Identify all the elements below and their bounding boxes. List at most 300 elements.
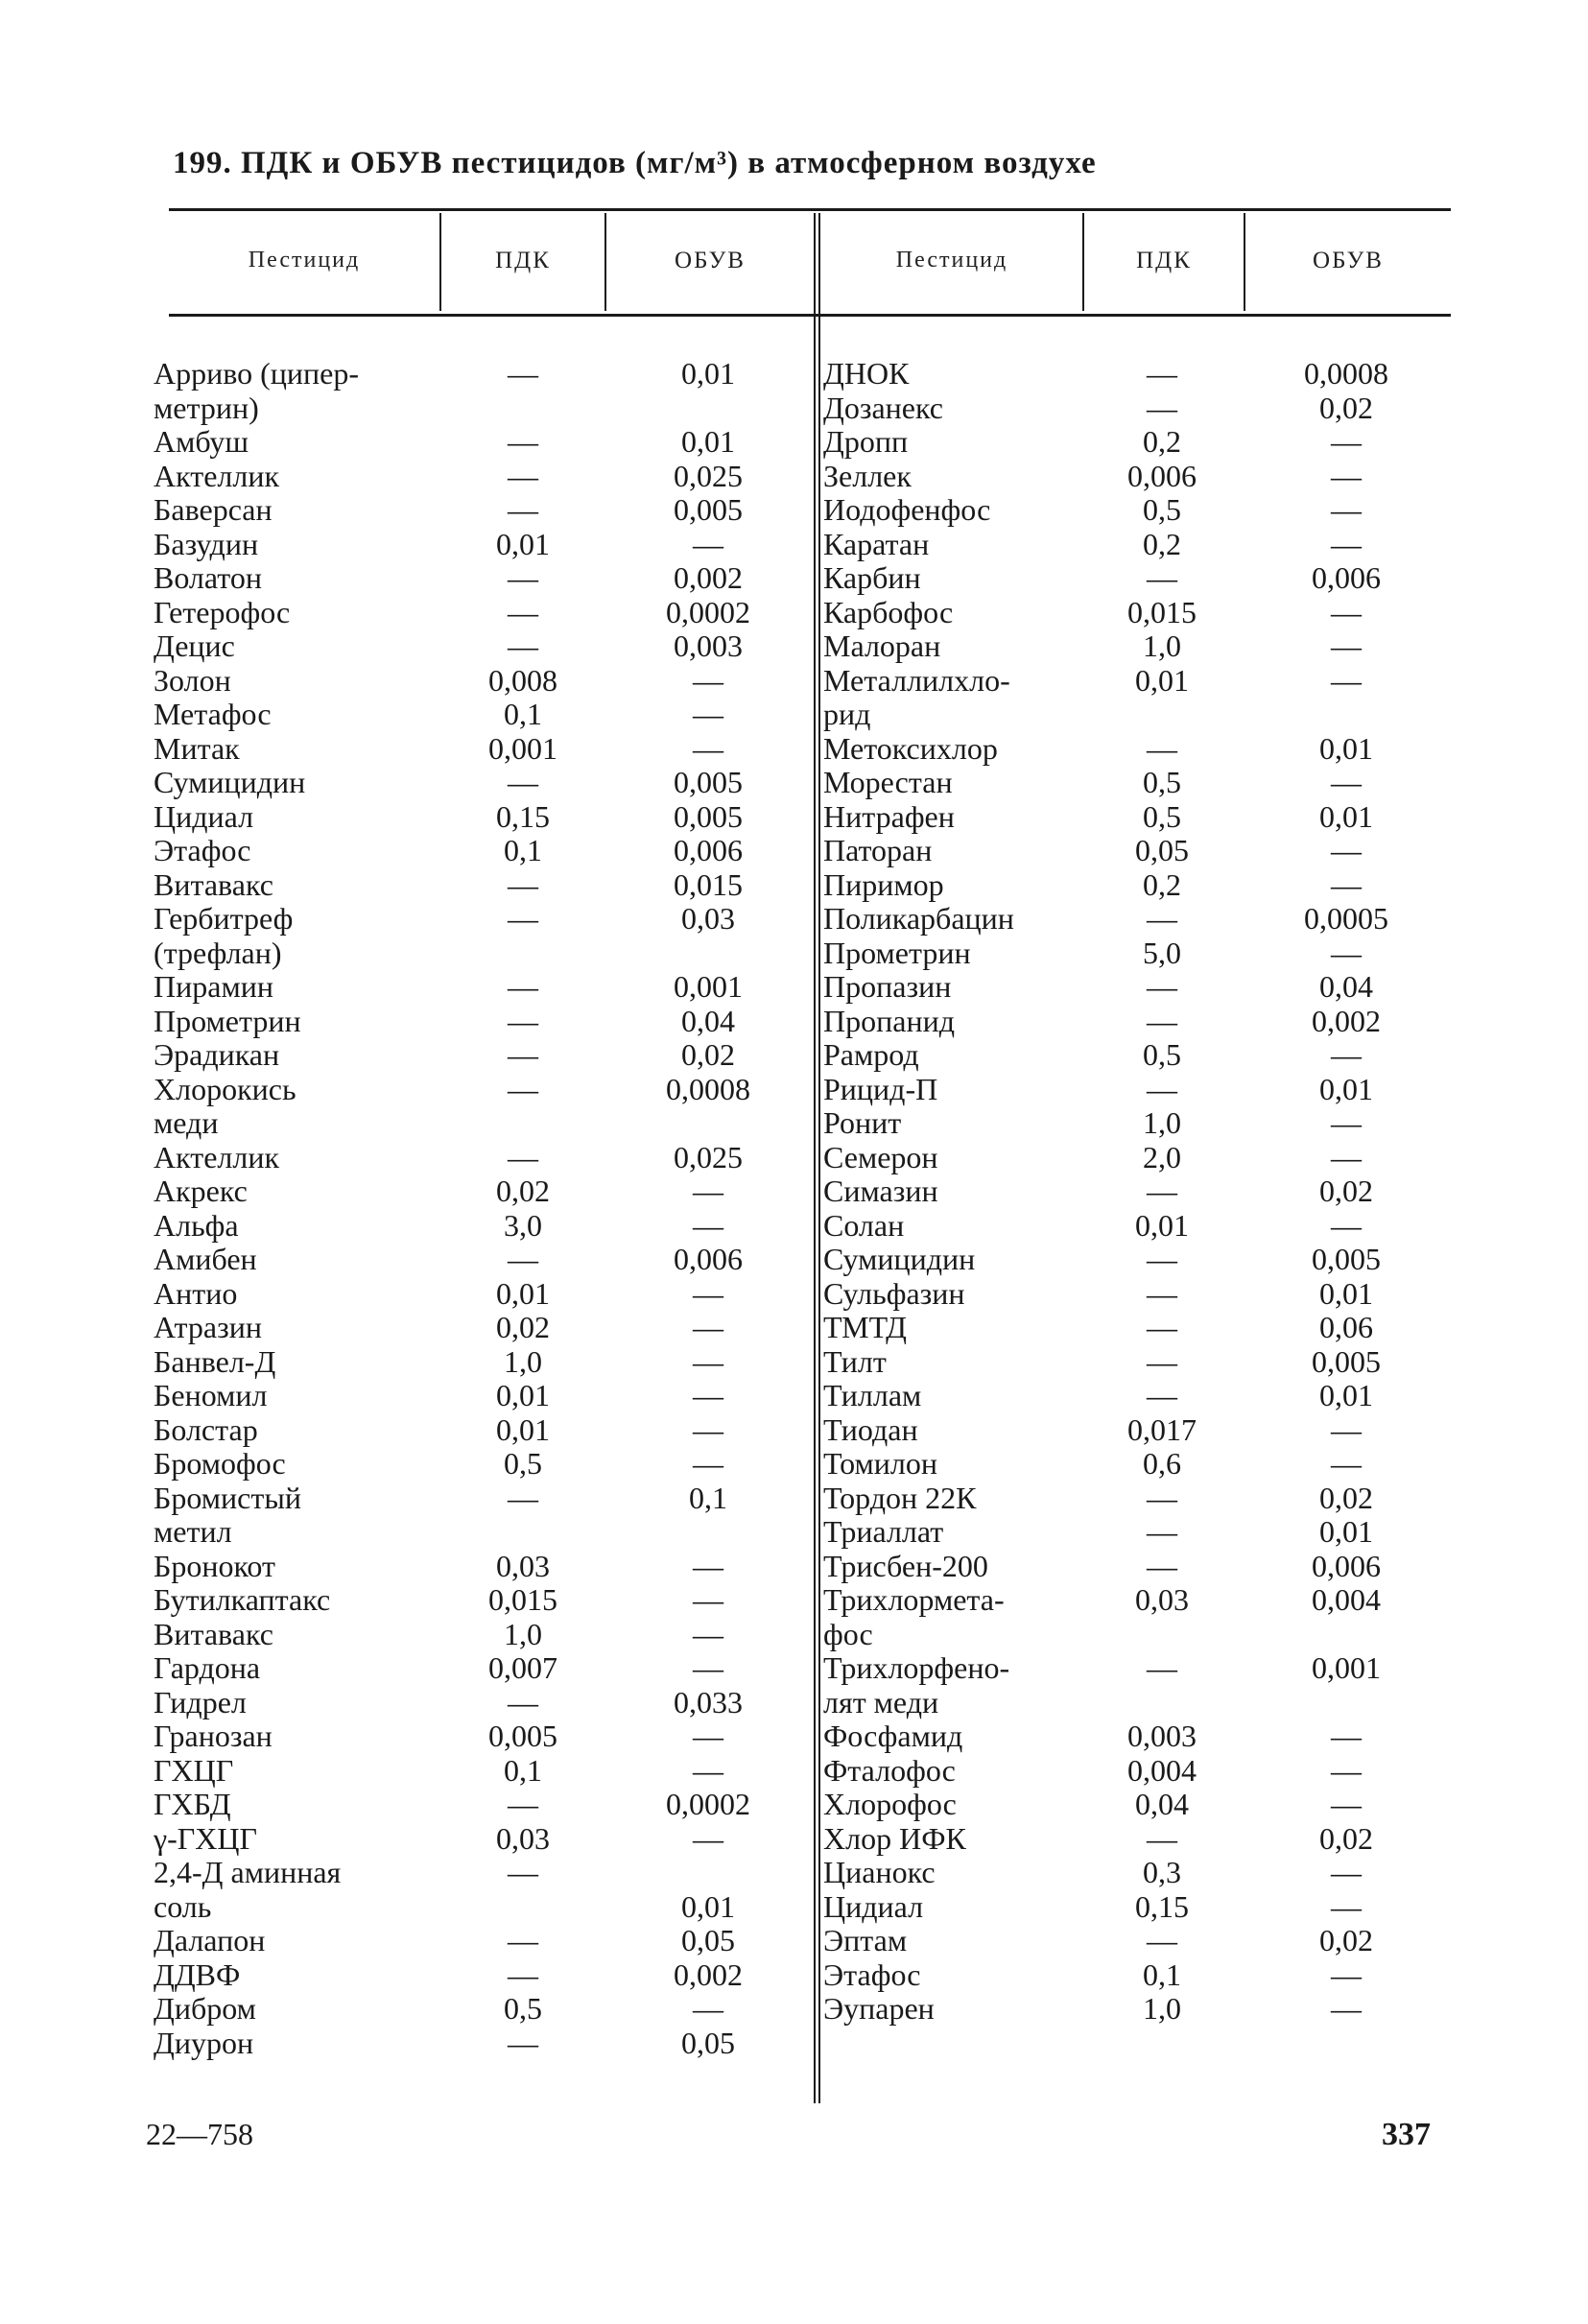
pesticide-name: Фталофос — [823, 1752, 956, 1788]
table-row — [823, 1038, 1457, 1073]
obuv-value: — — [1331, 526, 1362, 561]
table-row — [823, 357, 1457, 391]
table-row — [154, 1822, 806, 1857]
pdk-value: — — [508, 628, 538, 663]
table-row — [823, 596, 1457, 630]
obuv-value: 0,0008 — [666, 1071, 750, 1106]
obuv-value: 0,05 — [681, 2025, 735, 2060]
table-row — [154, 1550, 806, 1584]
table-row — [823, 1788, 1457, 1822]
table-row — [823, 1515, 1457, 1550]
pdk-value: — — [1147, 390, 1177, 425]
table-top-rule — [169, 208, 1451, 211]
table-row — [154, 1038, 806, 1073]
table-row — [823, 561, 1457, 596]
pesticide-name: Болстар — [154, 1411, 258, 1447]
obuv-value: — — [1331, 833, 1362, 867]
table-row — [154, 1856, 806, 1890]
pdk-value: 0,005 — [488, 1719, 557, 1753]
pdk-value: 0,001 — [488, 730, 557, 766]
pesticide-name: Эптам — [823, 1923, 908, 1957]
table-row — [154, 1719, 806, 1754]
table-row — [154, 1890, 806, 1925]
obuv-value: — — [693, 730, 723, 766]
obuv-value: 0,004 — [1312, 1582, 1381, 1617]
obuv-value: 0,01 — [1319, 1071, 1373, 1106]
table-row — [823, 1209, 1457, 1244]
obuv-value: — — [1331, 1037, 1362, 1072]
table-row — [154, 357, 806, 391]
pdk-value: 0,004 — [1127, 1752, 1197, 1788]
pesticide-name: Малоран — [823, 628, 941, 663]
center-divider — [814, 213, 816, 2103]
pdk-value: 0,3 — [1143, 1855, 1181, 1889]
obuv-value: 0,01 — [681, 1888, 735, 1924]
pdk-value: 1,0 — [1143, 628, 1181, 663]
table-row — [154, 1141, 806, 1175]
right-column — [823, 357, 1457, 2027]
obuv-value: 0,02 — [1319, 1820, 1373, 1856]
pesticide-name: Эрадикан — [154, 1037, 280, 1072]
table-row — [823, 1992, 1457, 2027]
pesticide-name: Акрекс — [154, 1174, 248, 1208]
obuv-value: — — [1331, 1855, 1362, 1889]
obuv-value: — — [693, 662, 723, 698]
pesticide-name: Тиллам — [823, 1378, 922, 1412]
obuv-value: 0,01 — [681, 424, 735, 459]
table-row — [154, 664, 806, 699]
pdk-value: 0,006 — [1127, 458, 1197, 493]
table-row — [823, 1413, 1457, 1448]
table-row — [823, 1754, 1457, 1789]
obuv-value: 0,006 — [674, 1242, 743, 1276]
obuv-value: 0,01 — [1319, 1378, 1373, 1412]
table-row — [154, 1618, 806, 1652]
pesticide-name: 2,4-Д аминная — [154, 1855, 342, 1889]
pesticide-name: Фосфамид — [823, 1719, 963, 1753]
table-row — [823, 528, 1457, 562]
pesticide-name: Триаллат — [823, 1514, 944, 1549]
pdk-value: 0,2 — [1143, 526, 1181, 561]
pdk-value: — — [1147, 1548, 1177, 1583]
pesticide-name: Карбин — [823, 560, 921, 595]
pesticide-name: Прометрин — [823, 935, 971, 970]
table-row — [154, 1345, 806, 1380]
pesticide-name: соль — [154, 1888, 212, 1924]
pdk-value: 0,5 — [1143, 765, 1181, 799]
pdk-value: — — [508, 969, 538, 1004]
table-row — [823, 1005, 1457, 1039]
table-row — [823, 664, 1457, 699]
obuv-value: 0,01 — [1319, 1514, 1373, 1549]
table-row — [823, 698, 1457, 732]
obuv-value: — — [693, 1174, 723, 1208]
pdk-value: — — [508, 1480, 538, 1515]
pesticide-name: Метоксихлор — [823, 730, 998, 766]
pesticide-name: Тиодан — [823, 1411, 918, 1447]
pdk-value: 3,0 — [504, 1207, 542, 1243]
obuv-value: — — [1331, 1411, 1362, 1447]
header-obuv-right: ОБУВ — [1313, 248, 1384, 273]
obuv-value: 0,033 — [674, 1684, 743, 1719]
pesticide-name: рид — [823, 697, 871, 731]
pesticide-name: Пиримор — [823, 866, 944, 902]
pdk-value: 0,01 — [496, 1378, 550, 1412]
table-row — [154, 766, 806, 800]
pdk-value: 0,05 — [1135, 833, 1189, 867]
pdk-value: — — [508, 1855, 538, 1889]
obuv-value: 0,005 — [1312, 1242, 1381, 1276]
obuv-value: 0,02 — [1319, 1174, 1373, 1208]
obuv-value: 0,001 — [674, 969, 743, 1004]
obuv-value: 0,025 — [674, 1139, 743, 1174]
table-row — [154, 1413, 806, 1448]
pesticide-name: Амибен — [154, 1242, 257, 1276]
pdk-value: — — [1147, 356, 1177, 391]
pesticide-name: ТМТД — [823, 1310, 907, 1344]
obuv-value: — — [693, 1719, 723, 1753]
table-row — [823, 766, 1457, 800]
table-row — [154, 1515, 806, 1550]
table-row — [154, 1754, 806, 1789]
pdk-value: 0,6 — [1143, 1446, 1181, 1481]
pesticide-name: Атразин — [154, 1310, 262, 1344]
pesticide-name: Этафос — [823, 1956, 921, 1992]
obuv-value: — — [1331, 1956, 1362, 1992]
pesticide-name: Поликарбацин — [823, 901, 1014, 936]
pdk-value: 0,01 — [1135, 1207, 1189, 1243]
pesticide-name: Баверсан — [154, 492, 273, 527]
obuv-value: — — [1331, 1888, 1362, 1924]
table-row — [823, 834, 1457, 868]
obuv-value: 0,001 — [1312, 1650, 1381, 1685]
table-row — [823, 1141, 1457, 1175]
pesticide-name: Трихлорфено- — [823, 1650, 1010, 1685]
pdk-value: 1,0 — [1143, 1105, 1181, 1140]
table-row — [823, 1106, 1457, 1141]
obuv-value: — — [693, 1378, 723, 1412]
pdk-value: — — [508, 2025, 538, 2060]
pdk-value: 0,03 — [1135, 1582, 1189, 1617]
obuv-value: 0,05 — [681, 1923, 735, 1957]
pdk-value: 0,007 — [488, 1650, 557, 1685]
pesticide-name: Прометрин — [154, 1003, 301, 1038]
pesticide-name: Сульфазин — [823, 1275, 965, 1311]
table-row — [823, 1686, 1457, 1720]
table-row — [154, 1958, 806, 1993]
obuv-value: — — [693, 1820, 723, 1856]
obuv-value: 0,0002 — [666, 1787, 750, 1821]
obuv-value: 0,002 — [1312, 1003, 1381, 1038]
obuv-value: — — [1331, 1719, 1362, 1753]
pdk-value: 0,03 — [496, 1820, 550, 1856]
pdk-value: 0,1 — [504, 1752, 542, 1788]
pesticide-name: Каратан — [823, 526, 930, 561]
obuv-value: — — [693, 1650, 723, 1685]
table-row — [154, 1174, 806, 1209]
pesticide-name: Децис — [154, 628, 235, 663]
pesticide-name: Митак — [154, 730, 240, 766]
pesticide-name: ДНОК — [823, 356, 910, 391]
pesticide-name: Диурон — [154, 2025, 254, 2060]
pdk-value: — — [1147, 1071, 1177, 1106]
obuv-value: — — [693, 1582, 723, 1617]
pdk-value: — — [508, 356, 538, 391]
header-pdk-right: ПДК — [1136, 248, 1192, 273]
pesticide-name: Пирамин — [154, 969, 273, 1004]
table-row — [154, 937, 806, 971]
obuv-value: — — [693, 1616, 723, 1651]
obuv-value: 0,01 — [1319, 1275, 1373, 1311]
pdk-value: 0,02 — [496, 1174, 550, 1208]
pdk-value: — — [1147, 1650, 1177, 1685]
pesticide-name: Трисбен-200 — [823, 1548, 988, 1583]
table-row — [823, 1822, 1457, 1857]
table-row — [823, 868, 1457, 903]
pdk-value: — — [1147, 560, 1177, 595]
pesticide-name: Антио — [154, 1275, 238, 1311]
pdk-value: 0,01 — [496, 1411, 550, 1447]
pdk-value: — — [1147, 1003, 1177, 1038]
obuv-value: 0,06 — [1319, 1310, 1373, 1344]
obuv-value: — — [693, 697, 723, 731]
pdk-value: — — [508, 866, 538, 902]
pdk-value: 0,15 — [1135, 1888, 1189, 1924]
table-row — [823, 970, 1457, 1005]
pesticide-name: Карбофос — [823, 594, 954, 629]
pesticide-name: Бутилкаптакс — [154, 1582, 331, 1617]
obuv-value: 0,005 — [674, 492, 743, 527]
table-row — [154, 1651, 806, 1686]
pdk-value: — — [508, 1956, 538, 1992]
pesticide-name: Тилт — [823, 1343, 887, 1379]
table-row — [154, 1209, 806, 1244]
table-row — [823, 460, 1457, 494]
obuv-value: 0,006 — [1312, 1548, 1381, 1583]
obuv-value: — — [1331, 628, 1362, 663]
pdk-value: — — [508, 901, 538, 936]
table-title: 199. ПДК и ОБУВ пестицидов (мг/м³) в атмосферном воздухе — [173, 146, 1097, 180]
table-row — [154, 2027, 806, 2061]
pdk-value: — — [1147, 969, 1177, 1004]
center-divider — [818, 213, 820, 2103]
pesticide-name: Актеллик — [154, 458, 280, 493]
pesticide-name: Витавакс — [154, 866, 273, 902]
pesticide-name: Далапон — [154, 1923, 266, 1957]
pesticide-name: Альфа — [154, 1207, 239, 1243]
pdk-value: 0,5 — [1143, 798, 1181, 834]
obuv-value: — — [693, 1275, 723, 1311]
obuv-value: 0,015 — [674, 866, 743, 902]
pesticide-name: Дибром — [154, 1991, 256, 2026]
obuv-value: 0,005 — [674, 765, 743, 799]
pesticide-name: Волатон — [154, 560, 262, 595]
table-row — [154, 834, 806, 868]
pesticide-name: ГХЦГ — [154, 1752, 234, 1788]
pesticide-name: Гидрел — [154, 1684, 247, 1719]
table-row — [823, 425, 1457, 460]
pesticide-name: Гетерофос — [154, 594, 291, 629]
pesticide-name: Цидиал — [823, 1888, 924, 1924]
table-row — [154, 391, 806, 426]
pdk-value: — — [1147, 901, 1177, 936]
obuv-value: 0,025 — [674, 458, 743, 493]
pesticide-name: Металлилхло- — [823, 662, 1010, 698]
obuv-value: — — [693, 1207, 723, 1243]
pesticide-name: Цидиал — [154, 798, 254, 834]
obuv-value: 0,02 — [1319, 1480, 1373, 1515]
pesticide-name: Гардона — [154, 1650, 261, 1685]
pesticide-name: Базудин — [154, 526, 259, 561]
pesticide-name: Пропазин — [823, 969, 952, 1004]
table-row — [154, 460, 806, 494]
pesticide-name: Зеллек — [823, 458, 912, 493]
obuv-value: 0,005 — [674, 798, 743, 834]
pdk-value: — — [508, 1071, 538, 1106]
pdk-value: — — [1147, 1923, 1177, 1957]
pesticide-name: Витавакс — [154, 1616, 273, 1651]
table-row — [154, 1005, 806, 1039]
pdk-value: 0,15 — [496, 798, 550, 834]
pdk-value: — — [1147, 1480, 1177, 1515]
pesticide-name: Иодофенфос — [823, 492, 991, 527]
pdk-value: — — [1147, 1378, 1177, 1412]
table-row — [823, 1277, 1457, 1312]
table-row — [154, 629, 806, 664]
pesticide-name: Амбуш — [154, 424, 249, 459]
pesticide-name: ГХБД — [154, 1787, 231, 1821]
table-row — [823, 1550, 1457, 1584]
table-row — [823, 1583, 1457, 1618]
table-row — [823, 902, 1457, 937]
pesticide-name: Сумицидин — [154, 765, 306, 799]
pdk-value: 0,04 — [1135, 1787, 1189, 1821]
pesticide-name: Симазин — [823, 1174, 938, 1208]
table-row — [154, 1277, 806, 1312]
pesticide-name: Беномил — [154, 1378, 268, 1412]
pesticide-name: Актеллик — [154, 1139, 280, 1174]
obuv-value: 0,01 — [1319, 798, 1373, 834]
pesticide-name: Трихлормета- — [823, 1582, 1005, 1617]
table-row — [154, 561, 806, 596]
table-row — [823, 629, 1457, 664]
obuv-value: — — [1331, 935, 1362, 970]
pdk-value: — — [508, 1787, 538, 1821]
table-row — [154, 698, 806, 732]
pdk-value: — — [1147, 1343, 1177, 1379]
pdk-value: 0,1 — [504, 833, 542, 867]
obuv-value: 0,01 — [1319, 730, 1373, 766]
table-row — [823, 800, 1457, 835]
pesticide-name: Гранозан — [154, 1719, 273, 1753]
pesticide-name: Золон — [154, 662, 231, 698]
table-row — [154, 1073, 806, 1107]
obuv-value: — — [693, 1411, 723, 1447]
table-row — [154, 493, 806, 528]
pesticide-name: Тордон 22К — [823, 1480, 977, 1515]
pdk-value: 1,0 — [504, 1616, 542, 1651]
pdk-value: 2,0 — [1143, 1139, 1181, 1174]
obuv-value: 0,0005 — [1304, 901, 1388, 936]
obuv-value: — — [693, 526, 723, 561]
pdk-value: — — [508, 492, 538, 527]
pesticide-name: Хлорофос — [823, 1787, 957, 1821]
pesticide-name: Морестан — [823, 765, 953, 799]
table-row — [154, 1992, 806, 2027]
pdk-value: — — [508, 1139, 538, 1174]
pdk-value: — — [508, 1037, 538, 1072]
table-row — [823, 391, 1457, 426]
table-row — [823, 1447, 1457, 1482]
table-row — [823, 1958, 1457, 1993]
obuv-value: — — [693, 1446, 723, 1481]
table-row — [823, 937, 1457, 971]
table-row — [154, 1106, 806, 1141]
obuv-value: — — [693, 1752, 723, 1788]
pesticide-name: Нитрафен — [823, 798, 955, 834]
pdk-value: — — [1147, 1174, 1177, 1208]
obuv-value: — — [1331, 1207, 1362, 1243]
pdk-value: 0,1 — [504, 697, 542, 731]
obuv-value: — — [1331, 1105, 1362, 1140]
pdk-value: — — [508, 458, 538, 493]
pdk-value: 0,003 — [1127, 1719, 1197, 1753]
table-row — [154, 902, 806, 937]
pesticide-name: лят меди — [823, 1684, 939, 1719]
page-number: 337 — [1382, 2117, 1431, 2152]
obuv-value: 0,1 — [689, 1480, 727, 1515]
obuv-value: — — [1331, 866, 1362, 902]
pdk-value: — — [508, 424, 538, 459]
obuv-value: 0,04 — [1319, 969, 1373, 1004]
pdk-value: 0,2 — [1143, 424, 1181, 459]
pdk-value: 0,01 — [1135, 662, 1189, 698]
obuv-value: — — [693, 1548, 723, 1583]
pdk-value: — — [1147, 1820, 1177, 1856]
pesticide-name: меди — [154, 1105, 219, 1140]
pesticide-name: Сумицидин — [823, 1242, 976, 1276]
pdk-value: 0,03 — [496, 1548, 550, 1583]
obuv-value: 0,0008 — [1304, 356, 1388, 391]
obuv-value: 0,006 — [674, 833, 743, 867]
pdk-value: 0,017 — [1127, 1411, 1197, 1447]
pdk-value: 0,5 — [1143, 492, 1181, 527]
table-row — [154, 868, 806, 903]
header-pesticide-right: Пестицид — [895, 248, 1008, 273]
pesticide-name: Метафос — [154, 697, 272, 731]
obuv-value: — — [1331, 1787, 1362, 1821]
table-row — [154, 1788, 806, 1822]
table-row — [154, 970, 806, 1005]
pdk-value: — — [1147, 1310, 1177, 1344]
table-row — [154, 596, 806, 630]
pdk-value: 0,008 — [488, 662, 557, 698]
pesticide-name: Семерон — [823, 1139, 938, 1174]
header-pesticide-left: Пестицид — [248, 248, 361, 273]
pdk-value: — — [1147, 730, 1177, 766]
obuv-value: 0,02 — [1319, 390, 1373, 425]
table-row — [154, 1482, 806, 1516]
obuv-value: — — [1331, 492, 1362, 527]
pesticide-name: Дропп — [823, 424, 909, 459]
pdk-value: 0,1 — [1143, 1956, 1181, 1992]
pesticide-name: Цианокс — [823, 1855, 936, 1889]
pesticide-name: Бромофос — [154, 1446, 286, 1481]
table-row — [154, 1311, 806, 1345]
obuv-value: 0,02 — [1319, 1923, 1373, 1957]
obuv-value: 0,02 — [681, 1037, 735, 1072]
pdk-value: 0,5 — [1143, 1037, 1181, 1072]
